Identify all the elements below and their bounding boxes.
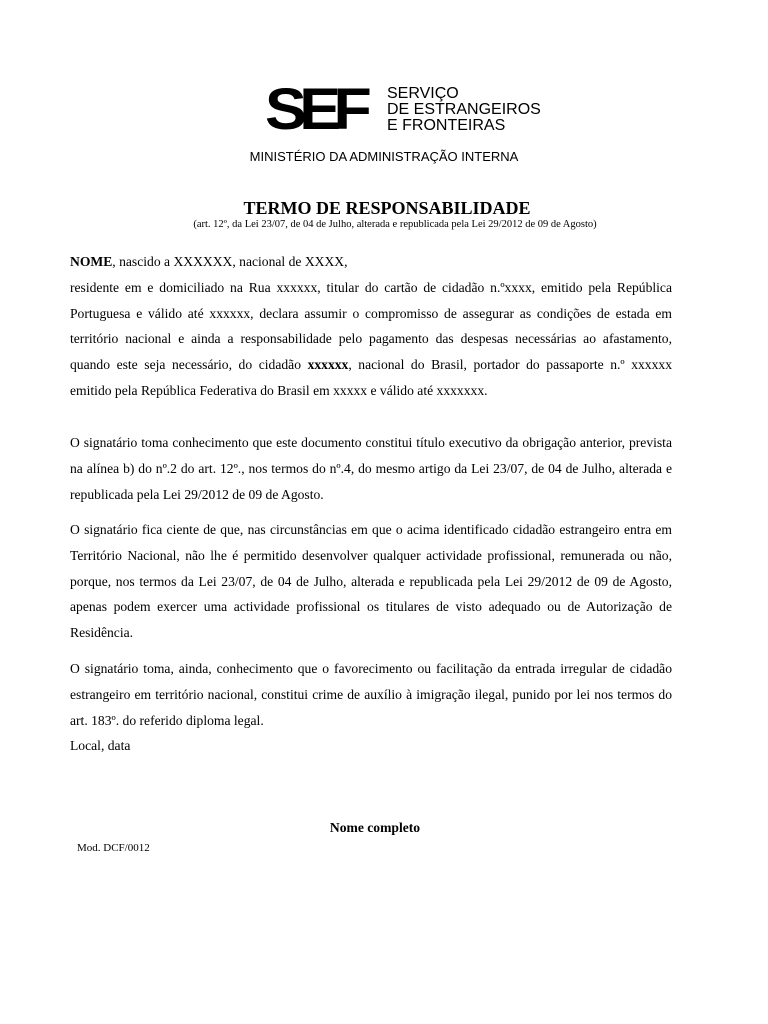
document-subtitle: (art. 12º, da Lei 23/07, de 04 de Julho, alterada e republicada pela Lei 29/2012 de 09 de Agosto): [193, 219, 597, 230]
signature-label: Nome completo: [329, 820, 421, 835]
name-label: NOME: [70, 254, 113, 269]
sef-logo: [265, 77, 541, 142]
name-line-rest: , nascido a XXXXXX, nacional de XXXX,: [112, 254, 348, 269]
local-date: Local, data: [70, 738, 131, 753]
citizen-name: xxxxxx: [307, 357, 349, 373]
sef-logo-text: [387, 86, 541, 134]
declaration-text-after: , nacional do Brasil, portador do passaporte n.º xxxxxx emitido pela República Federativa do Brasil em xxxxx e válido até xxxxxxx.: [70, 357, 672, 398]
declaration-paragraph: [70, 249, 672, 404]
illegal-immigration-paragraph: O signatário toma, ainda, conhecimento que o favorecimento ou facilitação da entrada irregular de cidadão estrangeiro em território nacional, constitui crime de auxílio à imigração ilegal, punido por lei nos termos do art. 183º. do referido diploma legal.: [70, 661, 672, 728]
sef-logo-mark: SEF: [265, 77, 365, 142]
executive-title-paragraph: O signatário toma conhecimento que este documento constitui título executivo da obrigação anterior, prevista na alínea b) do nº.2 do art. 12º., nos termos do nº.4, do mesmo artigo da Lei 23/07, de 04 de Julho, alterada e republicada pela Lei 29/2012 de 09 de Agosto.: [70, 435, 672, 502]
logo-line-1: SERVIÇO: [387, 85, 459, 102]
declaration-text-before: residente em e domiciliado na Rua xxxxxx, titular do cartão de cidadão n.ºxxxx, emitido pela República Portuguesa e válido até xxxxxx, declara assumir o compromisso de assegurar as condições de estada em território nacional e ainda a responsabilidade pelo pagamento das despesas necessárias ao afastamento, quando este seja necessário, do cidadão: [70, 279, 672, 373]
declaration-text: [70, 275, 672, 404]
logo-line-3: E FRONTEIRAS: [387, 117, 506, 134]
document-title: TERMO DE RESPONSABILIDADE: [243, 198, 531, 218]
work-restriction-paragraph: O signatário fica ciente de que, nas circunstâncias em que o acima identificado cidadão estrangeiro entra em Território Nacional, não lhe é permitido desenvolver qualquer actividade profissional, remunerada ou não, porque, nos termos da Lei 23/07, de 04 de Julho, alterada e republicada pela Lei 29/2012 de 09 de Agosto, apenas podem exercer uma actividade profissional os titulares de visto adequado ou de Autorização de Residência.: [70, 522, 672, 641]
model-code: Mod. DCF/0012: [77, 842, 150, 854]
ministry-name: MINISTÉRIO DA ADMINISTRAÇÃO INTERNA: [249, 149, 519, 164]
name-line: [70, 249, 672, 275]
logo-line-2: DE ESTRANGEIROS: [387, 101, 541, 118]
